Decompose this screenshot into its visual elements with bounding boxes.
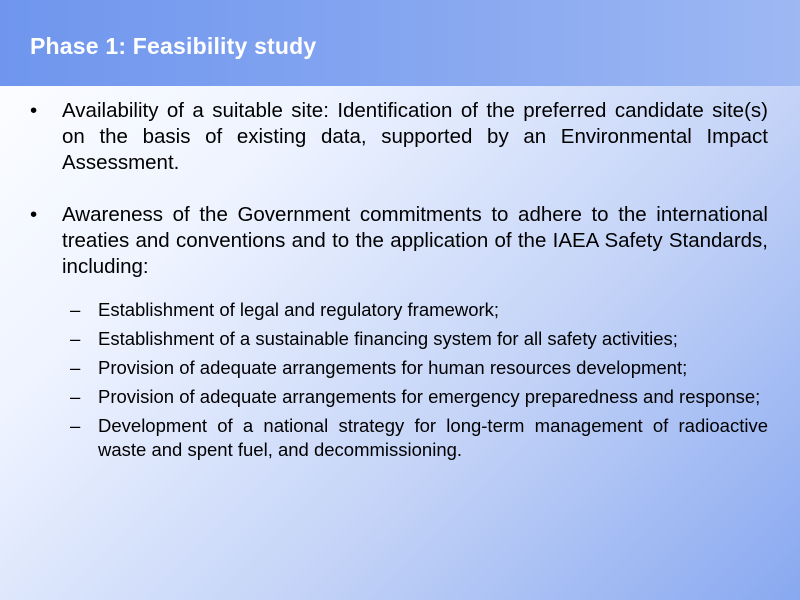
slide-title: Phase 1: Feasibility study	[30, 33, 317, 59]
bullet-text: Availability of a suitable site: Identification of the preferred candidate site(s) on the basis of existing data, supported by an Environmental Impact Assessment.	[62, 99, 768, 174]
sub-bullet-text: Establishment of a sustainable financing system for all safety activities;	[98, 328, 678, 349]
slide-content	[30, 98, 768, 467]
dash-marker: –	[70, 357, 81, 378]
dash-marker: –	[70, 386, 81, 407]
bullet-marker: •	[30, 203, 38, 226]
sub-bullet-item	[30, 356, 768, 380]
sub-bullet-text: Development of a national strategy for long-term management of radioactive waste and spent fuel, and decommissioning.	[98, 415, 768, 460]
title-bar	[0, 0, 800, 86]
sub-bullet-item	[30, 327, 768, 351]
bullet-item-site	[30, 98, 768, 176]
bullet-marker: •	[30, 99, 38, 122]
sub-bullet-text: Provision of adequate arrangements for emergency preparedness and response;	[98, 386, 761, 407]
sub-bullet-list	[30, 298, 768, 462]
dash-marker: –	[70, 415, 81, 436]
sub-bullet-item	[30, 298, 768, 322]
bullet-text: Awareness of the Government commitments to adhere to the international treaties and conventions and to the application of the IAEA Safety Standards, including:	[62, 203, 768, 278]
dash-marker: –	[70, 328, 81, 349]
bullet-item-government-commitments	[30, 202, 768, 280]
sub-bullet-text: Provision of adequate arrangements for human resources development;	[98, 357, 688, 378]
dash-marker: –	[70, 299, 81, 320]
sub-bullet-item	[30, 385, 768, 409]
sub-bullet-text: Establishment of legal and regulatory framework;	[98, 299, 500, 320]
sub-bullet-item	[30, 414, 768, 462]
